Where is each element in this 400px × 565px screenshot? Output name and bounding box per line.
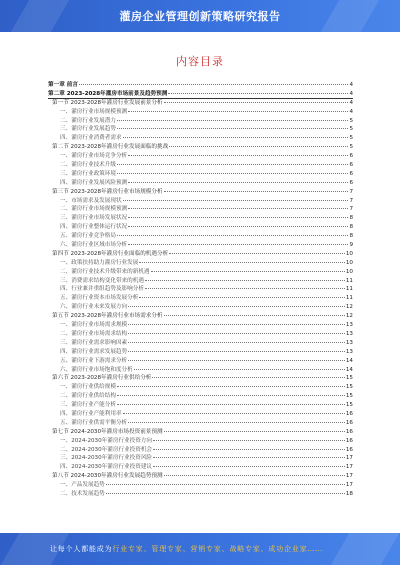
- toc-entry[interactable]: [48, 294, 353, 303]
- toc-entry-page: 17: [345, 473, 353, 480]
- toc-entry-label: 一、市场需求及发展现状: [60, 197, 122, 204]
- toc-entry-label: 二、灌房行业技术升级: [60, 162, 116, 169]
- toc-leader-dots: [128, 422, 345, 423]
- toc-entry-label: 二、灌房行业供给结构: [60, 393, 116, 400]
- toc-leader-dots: [145, 288, 345, 289]
- toc-entry[interactable]: [48, 197, 353, 206]
- toc-leader-dots: [145, 280, 345, 281]
- toc-entry-page: 7: [349, 206, 353, 213]
- toc-entry[interactable]: [48, 214, 353, 223]
- toc-leader-dots: [117, 404, 345, 405]
- toc-entry-label: 三、2024-2030年灌房行业投资风险: [60, 455, 153, 462]
- toc-entry-page: 13: [345, 339, 353, 346]
- toc-entry-label: 第四节 2023-2028年灌房行业面临的机遇分析: [52, 250, 169, 257]
- toc-entry[interactable]: [48, 446, 353, 455]
- footer-stripe: [331, 533, 399, 565]
- footer-highlight: 行业专家、管理专家、营销专家、战略专家、成功企业家……: [112, 545, 324, 553]
- toc-entry-page: 9: [349, 242, 353, 249]
- toc-entry-label: 一、灌房行业市场规模预测: [60, 108, 128, 115]
- toc-entry-page: 11: [345, 277, 353, 284]
- toc-entry[interactable]: [48, 179, 353, 188]
- toc-entry[interactable]: [48, 259, 353, 268]
- toc-entry-label: 第六节 2023-2028年灌房行业供给分析: [52, 375, 152, 382]
- toc-entry-page: 6: [349, 153, 353, 160]
- toc-entry[interactable]: [48, 108, 353, 117]
- toc-entry-label: 二、灌房行业技术升级带来的新机遇: [60, 268, 150, 275]
- toc-entry[interactable]: [48, 330, 353, 339]
- toc-leader-dots: [153, 457, 345, 458]
- toc-entry[interactable]: [48, 303, 353, 312]
- toc-entry-label: 第八节 2024-2030年灌房行业发展趋势预测: [52, 473, 163, 480]
- toc-entry-page: 6: [349, 162, 353, 169]
- toc-entry[interactable]: [48, 250, 353, 259]
- toc-leader-dots: [128, 217, 348, 218]
- toc-entry-label: 二、2024-2030年灌房行业投资机会: [60, 446, 153, 453]
- toc-entry[interactable]: [48, 161, 353, 170]
- toc-entry[interactable]: [48, 205, 353, 214]
- toc-entry-page: 5: [349, 117, 353, 124]
- table-of-contents: [48, 81, 353, 499]
- toc-entry-page: 13: [345, 330, 353, 337]
- toc-entry[interactable]: [48, 241, 353, 250]
- toc-entry-label: 四、灌房行业需求发展趋势: [60, 348, 128, 355]
- toc-leader-dots: [164, 431, 345, 432]
- toc-leader-dots: [128, 111, 348, 112]
- toc-entry[interactable]: [48, 312, 353, 321]
- toc-entry-page: 14: [345, 357, 353, 364]
- toc-entry-label: 四、2024-2030年灌房行业投资建议: [60, 464, 153, 471]
- toc-leader-dots: [128, 342, 345, 343]
- toc-entry-page: 5: [349, 144, 353, 151]
- toc-entry[interactable]: [48, 170, 353, 179]
- toc-entry-label: 五、灌房行业供需平衡分析: [60, 419, 128, 426]
- toc-entry-label: 五、灌房行业资本市场发展分析: [60, 295, 139, 302]
- toc-entry[interactable]: [48, 401, 353, 410]
- toc-heading: 内容目录: [176, 55, 224, 68]
- toc-leader-dots: [152, 377, 344, 378]
- toc-entry-label: 四、灌房行业消费者需求: [60, 135, 122, 142]
- toc-leader-dots: [123, 200, 349, 201]
- toc-entry-page: 4: [349, 82, 353, 88]
- toc-leader-dots: [128, 324, 345, 325]
- toc-entry-page: 8: [349, 233, 353, 240]
- toc-entry-page: 4: [349, 108, 353, 115]
- toc-entry-page: 13: [345, 322, 353, 329]
- toc-entry[interactable]: [48, 410, 353, 419]
- toc-entry-label: 二、灌房行业市场需求结构: [60, 330, 128, 337]
- toc-entry-page: 11: [345, 286, 353, 293]
- report-title: 灌房企业管理创新策略研究报告: [119, 10, 281, 23]
- toc-entry-page: 7: [349, 188, 353, 195]
- toc-entry[interactable]: [48, 152, 353, 161]
- toc-entry-label: 三、灌房行业政策环境: [60, 170, 116, 177]
- toc-entry-label: 第一节 2023-2028年灌房行业发展前景分析: [52, 99, 163, 106]
- toc-leader-dots: [123, 137, 349, 138]
- toc-leader-dots: [151, 271, 345, 272]
- toc-entry-page: 4: [349, 99, 353, 106]
- toc-leader-dots: [128, 244, 348, 245]
- toc-entry-page: 6: [349, 179, 353, 186]
- toc-entry-page: 17: [345, 464, 353, 471]
- toc-leader-dots: [153, 440, 345, 441]
- toc-leader-dots: [164, 191, 349, 192]
- toc-entry-label: 二、技术发展趋势: [60, 490, 105, 497]
- toc-entry-label: 一、产品发展趋势: [60, 482, 105, 489]
- toc-entry-page: 16: [345, 410, 353, 417]
- toc-entry[interactable]: [48, 285, 353, 294]
- toc-entry-label: 第七节 2024-2030年灌房市场投资前景预测: [52, 428, 163, 435]
- toc-entry-label: 一、灌房行业市场需求规模: [60, 322, 128, 329]
- toc-entry-label: 一、灌房行业供给规模: [60, 384, 116, 391]
- toc-entry-label: 二、灌房行业发展潜力: [60, 117, 116, 124]
- toc-entry[interactable]: [48, 481, 353, 490]
- toc-entry-page: 15: [345, 384, 353, 391]
- toc-entry[interactable]: [48, 366, 353, 375]
- toc-entry-page: 4: [349, 90, 353, 97]
- toc-leader-dots: [117, 386, 345, 387]
- toc-entry-page: 15: [345, 402, 353, 409]
- toc-leader-dots: [117, 395, 345, 396]
- toc-entry[interactable]: [48, 437, 353, 446]
- toc-entry[interactable]: [48, 321, 353, 330]
- toc-leader-dots: [164, 475, 345, 476]
- toc-entry[interactable]: [48, 134, 353, 143]
- toc-entry-label: 五、灌房行业竞争格局: [60, 233, 116, 240]
- toc-leader-dots: [128, 155, 348, 156]
- toc-entry-label: 五、灌房行业下游需求分析: [60, 357, 128, 364]
- toc-entry-label: 三、灌房行业需求影响因素: [60, 339, 128, 346]
- toc-entry-label: 二、灌房行业市场规模预测: [60, 206, 128, 213]
- toc-leader-dots: [128, 360, 345, 361]
- toc-entry-label: 一、灌房行业市场竞争分析: [60, 153, 128, 160]
- toc-entry[interactable]: [48, 463, 353, 472]
- toc-entry-label: 第二节 2023-2028年灌房行业发展面临的挑战: [52, 144, 169, 151]
- toc-entry-page: 5: [349, 126, 353, 133]
- toc-leader-dots: [153, 449, 345, 450]
- toc-entry-page: 17: [345, 482, 353, 489]
- toc-leader-dots: [106, 484, 345, 485]
- toc-entry-label: 四、灌房行业发展风险预测: [60, 179, 128, 186]
- toc-entry[interactable]: [48, 490, 353, 499]
- toc-entry-label: 一、2024-2030年灌房行业投资方向: [60, 437, 153, 444]
- toc-leader-dots: [153, 466, 345, 467]
- toc-leader-dots: [134, 369, 345, 370]
- toc-entry-page: 10: [345, 250, 353, 257]
- toc-entry-page: 16: [345, 446, 353, 453]
- toc-entry[interactable]: [48, 143, 353, 152]
- toc-leader-dots: [117, 173, 348, 174]
- toc-leader-dots: [164, 315, 345, 316]
- toc-entry[interactable]: [48, 374, 353, 383]
- toc-leader-dots: [139, 262, 345, 263]
- toc-entry-label: 三、灌房行业发展趋势: [60, 126, 116, 133]
- toc-entry-page: 14: [345, 366, 353, 373]
- toc-entry[interactable]: [48, 90, 353, 99]
- toc-entry[interactable]: [48, 232, 353, 241]
- toc-entry[interactable]: [48, 188, 353, 197]
- toc-entry-label: 三、灌房行业市场发展状况: [60, 215, 128, 222]
- toc-leader-dots: [128, 333, 345, 334]
- toc-entry-page: 15: [345, 393, 353, 400]
- toc-entry[interactable]: [48, 268, 353, 277]
- header-banner: [0, 0, 400, 32]
- toc-leader-dots: [164, 102, 349, 103]
- toc-entry[interactable]: [48, 357, 353, 366]
- toc-leader-dots: [117, 128, 348, 129]
- toc-entry[interactable]: [48, 472, 353, 481]
- toc-entry-page: 8: [349, 215, 353, 222]
- toc-entry-page: 5: [349, 135, 353, 142]
- toc-entry-page: 15: [345, 375, 353, 382]
- toc-leader-dots: [117, 120, 348, 121]
- toc-entry-page: 13: [345, 348, 353, 355]
- toc-entry-label: 六、灌房行业未来发展方向: [60, 304, 128, 311]
- footer-banner: [0, 533, 400, 565]
- toc-entry-label: 六、灌房行业市场饱和度分析: [60, 366, 133, 373]
- footer-slogan: [50, 544, 323, 554]
- toc-leader-dots: [128, 208, 348, 209]
- toc-entry-label: 三、消费需求结构变化带来的机遇: [60, 277, 144, 284]
- toc-entry-page: 7: [349, 197, 353, 204]
- toc-entry[interactable]: [48, 339, 353, 348]
- toc-entry[interactable]: [48, 348, 353, 357]
- toc-entry-page: 17: [345, 455, 353, 462]
- toc-entry[interactable]: [48, 223, 353, 232]
- toc-entry[interactable]: [48, 99, 353, 108]
- toc-leader-dots: [79, 84, 349, 85]
- toc-entry-page: 12: [345, 304, 353, 311]
- toc-entry-label: 四、灌房行业产能利用率: [60, 410, 122, 417]
- toc-entry-label: 六、灌房行业区域市场分析: [60, 242, 128, 249]
- toc-entry-label: 三、灌房行业产能分析: [60, 402, 116, 409]
- toc-entry-page: 12: [345, 313, 353, 320]
- toc-entry-page: 16: [345, 419, 353, 426]
- toc-leader-dots: [139, 297, 345, 298]
- toc-entry-label: 第二章 2023-2028年灌房市场前景及趋势预测: [48, 90, 168, 97]
- toc-entry-page: 18: [345, 490, 353, 497]
- toc-entry[interactable]: [48, 117, 353, 126]
- toc-leader-dots: [169, 146, 348, 147]
- toc-leader-dots: [123, 413, 345, 414]
- toc-entry-page: 16: [345, 428, 353, 435]
- toc-leader-dots: [117, 235, 348, 236]
- footer-lead: 让每个人都能成为: [50, 545, 113, 553]
- toc-entry[interactable]: [48, 125, 353, 134]
- toc-entry[interactable]: [48, 277, 353, 286]
- toc-entry[interactable]: [48, 81, 353, 90]
- toc-entry-label: 第五节 2023-2028年灌房行业市场需求分析: [52, 313, 163, 320]
- toc-entry[interactable]: [48, 454, 353, 463]
- toc-entry-page: 10: [345, 259, 353, 266]
- toc-entry-label: 四、灌房行业整体运行状况: [60, 224, 128, 231]
- toc-leader-dots: [169, 253, 345, 254]
- toc-entry-page: 11: [345, 295, 353, 302]
- toc-entry-page: 8: [349, 224, 353, 231]
- toc-leader-dots: [128, 182, 348, 183]
- toc-entry-label: 第三节 2023-2028年灌房行业市场规模分析: [52, 188, 163, 195]
- toc-leader-dots: [128, 226, 348, 227]
- toc-entry[interactable]: [48, 419, 353, 428]
- toc-leader-dots: [117, 164, 348, 165]
- toc-leader-dots: [128, 306, 345, 307]
- toc-leader-dots: [106, 493, 345, 494]
- toc-entry[interactable]: [48, 392, 353, 401]
- toc-entry[interactable]: [48, 428, 353, 437]
- toc-leader-dots: [128, 351, 345, 352]
- toc-leader-dots: [168, 93, 348, 94]
- toc-entry-label: 一、政策扶持助力灌房行业发展: [60, 259, 139, 266]
- toc-entry-page: 6: [349, 170, 353, 177]
- toc-entry[interactable]: [48, 383, 353, 392]
- toc-entry-page: 10: [345, 268, 353, 275]
- toc-entry-label: 第一章 前言: [48, 82, 78, 88]
- toc-entry-page: 16: [345, 437, 353, 444]
- toc-entry-label: 四、行业兼并重组趋势及影响分析: [60, 286, 144, 293]
